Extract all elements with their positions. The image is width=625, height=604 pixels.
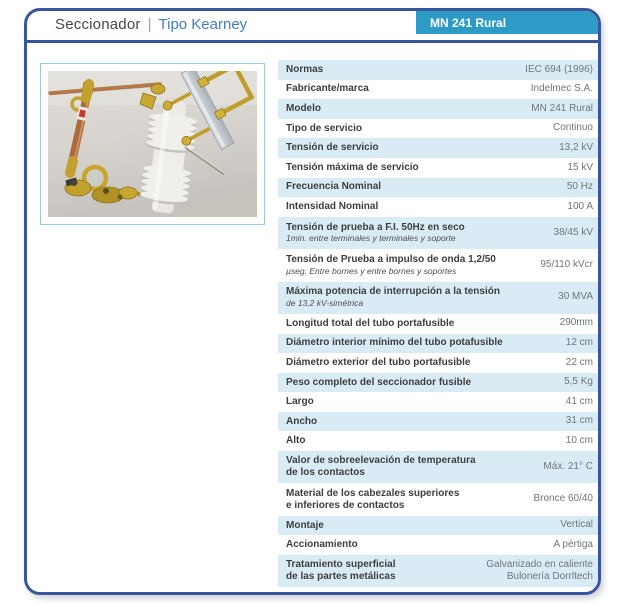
row-value-cell [556, 289, 598, 306]
row-value: Vertical [560, 519, 593, 531]
product-photo-svg [48, 71, 257, 217]
table-row [278, 353, 598, 373]
row-sublabel: de 13,2 kV-simétrica [286, 298, 364, 309]
row-label-line2: de los contactos [286, 467, 365, 479]
row-label: Alto [286, 435, 306, 447]
table-row [278, 535, 598, 555]
row-label-cell [278, 355, 564, 371]
row-value-cell [565, 160, 598, 177]
product-photo [40, 63, 265, 225]
row-label: Ancho [286, 415, 318, 427]
row-value: Galvanizado en caliente [486, 558, 593, 570]
row-value: Continuo [552, 122, 593, 134]
spec-table [278, 60, 598, 587]
row-value-cell [565, 199, 598, 216]
table-row [278, 99, 598, 119]
model-badge: MN 241 Rural [416, 11, 598, 34]
row-label: Tipo de servicio [286, 122, 362, 134]
row-value: 15 kV [567, 161, 593, 173]
row-label-cell [278, 284, 556, 311]
row-label: Tratamiento superficial [286, 559, 396, 571]
row-label: Largo [286, 396, 314, 408]
row-value-cell [551, 120, 598, 137]
row-value-cell [538, 257, 598, 274]
row-value: 41 cm [565, 395, 593, 407]
row-label-cell [278, 414, 564, 430]
row-label: Tensión de prueba a F.I. 50Hz en seco [286, 221, 465, 233]
row-label-line2: de las partes metálicas [286, 571, 396, 583]
table-row [278, 392, 598, 412]
row-value: 31 cm [565, 415, 593, 427]
row-label-cell [278, 394, 564, 410]
row-value: 290mm [559, 317, 593, 329]
row-label-cell [278, 335, 564, 351]
row-label: Accionamiento [286, 539, 358, 551]
table-row [278, 249, 598, 281]
row-label-cell [278, 101, 529, 117]
row-value-cell [532, 491, 599, 508]
row-value-cell [564, 433, 598, 450]
row-value-cell [484, 557, 598, 586]
table-row [278, 119, 598, 139]
row-label-cell [278, 199, 565, 215]
row-label: Material de los cabezales superiores [286, 487, 460, 499]
row-label: Fabricante/marca [286, 83, 369, 95]
table-row [278, 555, 598, 587]
row-value-cell [562, 374, 598, 391]
row-value: IEC 694 (1996) [525, 63, 593, 75]
row-label-cell [278, 121, 551, 137]
table-row [278, 314, 598, 334]
table-row [278, 80, 598, 100]
row-value: 38/45 kV [553, 226, 593, 238]
row-label: Longitud total del tubo portafusible [286, 317, 455, 329]
row-label-cell [278, 140, 557, 156]
row-label-cell [278, 557, 484, 585]
row-label-cell [278, 433, 564, 449]
table-row [278, 282, 598, 314]
table-row [278, 158, 598, 178]
row-value: A pértiga [553, 539, 593, 550]
row-label: Máxima potencia de interrupción a la tensión [286, 286, 500, 298]
row-label: Peso completo del seccionador fusible [286, 376, 472, 388]
row-label: Montaje [286, 519, 324, 531]
row-label: Tensión de servicio [286, 142, 379, 154]
row-label-cell [278, 179, 565, 195]
title-separator: | [147, 15, 152, 33]
header-title-group [27, 11, 416, 37]
row-label: Intensidad Nominal [286, 201, 379, 213]
row-value-cell [557, 140, 598, 157]
row-value: 100 A [567, 200, 593, 212]
row-value: 95/110 kVcr [540, 259, 593, 271]
row-value: 22 cm [565, 356, 593, 368]
row-value: 12 cm [565, 337, 593, 349]
row-sublabel: µseg. Entre bornes y entre bornes y soportes [286, 265, 457, 276]
row-label-cell [278, 518, 558, 534]
row-value: 30 MVA [558, 291, 593, 303]
table-row [278, 334, 598, 354]
table-row [278, 431, 598, 451]
row-value: 13,2 kV [559, 141, 593, 153]
table-row [278, 197, 598, 217]
row-value: 50 Hz [566, 181, 593, 193]
row-label-cell [278, 252, 538, 279]
page-title: Seccionador [55, 15, 141, 33]
table-row [278, 178, 598, 198]
page-subtitle: Tipo Kearney [158, 15, 248, 33]
row-label: Diámetro interior mínimo del tubo potafusible [286, 337, 503, 349]
row-label-cell [278, 453, 541, 481]
row-label-cell [278, 160, 565, 176]
row-value-cell [552, 225, 598, 242]
table-row [278, 516, 598, 536]
row-value: Máx. 21° C [543, 461, 593, 473]
row-value-cell [529, 101, 598, 118]
row-label-cell [278, 220, 552, 247]
row-label: Modelo [286, 103, 321, 115]
row-value: 10 cm [565, 435, 593, 447]
row-value: Indelmec S.A. [530, 83, 593, 95]
card-body [27, 43, 598, 592]
table-row [278, 217, 598, 249]
row-value-cell [565, 179, 598, 196]
row-label: Valor de sobreelevación de temperatura [286, 455, 476, 467]
row-value-cell [558, 315, 598, 332]
row-value-cell [558, 517, 598, 534]
row-value-cell [541, 459, 598, 476]
row-sublabel: 1min. entre terminales y terminales y soporte [286, 233, 456, 244]
row-label-cell [278, 537, 552, 553]
row-value-cell [552, 537, 598, 554]
row-value-cell [529, 81, 598, 98]
row-value: 5,5 Kg [564, 376, 593, 388]
table-row [278, 373, 598, 393]
row-label-cell [278, 486, 532, 514]
spec-card [24, 8, 601, 595]
header [27, 11, 598, 37]
row-label-cell [278, 375, 562, 391]
row-label: Tensión máxima de servicio [286, 161, 419, 173]
row-value: MN 241 Rural [531, 102, 593, 114]
row-value-cell [564, 355, 598, 372]
row-value: Bronce 60/40 [533, 493, 593, 505]
row-value-cell [564, 413, 598, 430]
table-row [278, 138, 598, 158]
row-label-cell [278, 81, 529, 97]
row-value-line2: Bulonería Dorrltech [506, 571, 593, 583]
row-value-cell [564, 335, 598, 352]
row-label: Normas [286, 63, 324, 75]
row-label-cell [278, 316, 558, 332]
table-row [278, 483, 598, 515]
row-value-cell [523, 62, 598, 79]
row-label-cell [278, 62, 523, 78]
row-label-line2: e inferiores de contactos [286, 499, 405, 511]
table-row [278, 451, 598, 483]
row-label: Diámetro exterior del tubo portafusible [286, 357, 471, 368]
row-label: Frecuencia Nominal [286, 181, 382, 193]
table-row [278, 60, 598, 80]
table-row [278, 412, 598, 432]
row-value-cell [564, 394, 598, 411]
row-label: Tensión de Prueba a impulso de onda 1,2/50 [286, 254, 496, 266]
